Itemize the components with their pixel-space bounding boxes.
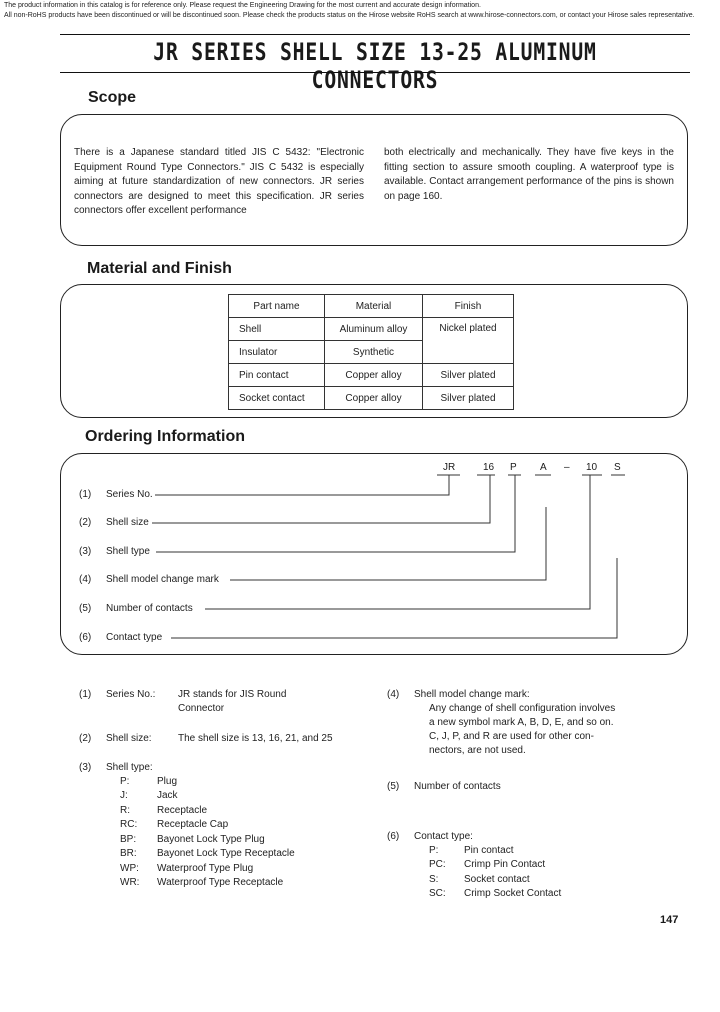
contact-type-desc: Socket contact (464, 874, 530, 885)
material-table (228, 294, 514, 410)
detail-change-mark-text: nectors, are not used. (429, 745, 526, 756)
table-cell: Silver plated (423, 364, 514, 387)
table-cell: Aluminum alloy (325, 318, 423, 341)
detail-contacts-label: Number of contacts (414, 781, 501, 792)
scope-text-col2: both electrically and mechanically. They have five keys in the fitting section to assure smooth coupling. A waterproof type is available. Contact arrangement performance of the pins is shown on page 160. (384, 147, 674, 202)
notice-line-1: The product information in this catalog is for reference only. Please request the Engineering Drawing for the most current and accurate design information. (4, 2, 481, 9)
table-cell: Socket contact (229, 387, 325, 410)
detail-shell-type-label: Shell type: (106, 762, 153, 773)
code-shell-type: P (510, 462, 517, 473)
shell-type-desc: Receptacle (157, 805, 208, 816)
detail-num: (1) (79, 689, 92, 700)
scope-text-col1: There is a Japanese standard titled JIS C 5432: "Electronic Equipment Round Type Connectors." JIS C 5432 is especially aiming at future standardization of new connectors. JR series connectors are designed to meet this specification. JR series connectors offer excellent performance (74, 147, 364, 216)
table-header: Part name (229, 295, 325, 318)
order-item-num: (2) (79, 517, 92, 528)
order-item-num: (1) (79, 489, 92, 500)
code-series: JR (443, 462, 456, 473)
table-row (229, 318, 514, 341)
page-number: 147 (660, 914, 679, 926)
table-header-row (229, 295, 514, 318)
detail-num: (3) (79, 762, 92, 773)
code-contact-type: S (614, 462, 621, 473)
shell-type-desc: Jack (157, 790, 178, 801)
shell-type-code: BR: (120, 848, 137, 859)
table-cell: Silver plated (423, 387, 514, 410)
title-rule-bottom (60, 72, 690, 73)
order-item-shell-size: Shell size (106, 517, 149, 528)
detail-contact-type-label: Contact type: (414, 831, 473, 842)
order-item-contacts: Number of contacts (106, 603, 193, 614)
table-header: Material (325, 295, 423, 318)
contact-type-desc: Crimp Pin Contact (464, 859, 546, 870)
contact-type-desc: Crimp Socket Contact (464, 888, 562, 899)
detail-shell-size-label: Shell size: (106, 733, 152, 744)
title-rule-top (60, 34, 690, 35)
table-cell: Insulator (229, 341, 325, 364)
contact-type-code: P: (429, 845, 439, 856)
detail-change-mark-text: Any change of shell configuration involves (429, 703, 616, 714)
table-row (229, 364, 514, 387)
detail-num: (6) (387, 831, 400, 842)
table-header: Finish (423, 295, 514, 318)
table-cell: Shell (229, 318, 325, 341)
shell-type-code: BP: (120, 834, 137, 845)
order-item-num: (6) (79, 632, 92, 643)
shell-type-code: R: (120, 805, 130, 816)
table-row (229, 387, 514, 410)
table-cell: Pin contact (229, 364, 325, 387)
code-dash: – (564, 462, 570, 473)
shell-type-code: J: (120, 790, 128, 801)
detail-change-mark-text: C, J, P, and R are used for other con- (429, 731, 594, 742)
ordering-box (60, 453, 688, 655)
contact-type-code: S: (429, 874, 439, 885)
detail-change-mark-label: Shell model change mark: (414, 689, 530, 700)
shell-type-desc: Plug (157, 776, 178, 787)
detail-series-text2: Connector (178, 703, 225, 714)
code-contacts: 10 (586, 462, 598, 473)
shell-type-desc: Receptacle Cap (157, 819, 229, 830)
table-cell: Synthetic (325, 341, 423, 364)
shell-type-code: WP: (120, 863, 139, 874)
detail-shell-size-text: The shell size is 13, 16, 21, and 25 (178, 733, 333, 744)
order-item-change-mark: Shell model change mark (106, 574, 219, 585)
contact-type-code: SC: (429, 888, 446, 899)
shell-type-desc: Bayonet Lock Type Receptacle (157, 848, 295, 859)
order-item-num: (3) (79, 546, 92, 557)
detail-num: (5) (387, 781, 400, 792)
detail-series-label: Series No.: (106, 689, 156, 700)
order-item-num: (5) (79, 603, 92, 614)
code-shell-size: 16 (483, 462, 495, 473)
ordering-heading: Ordering Information (85, 428, 245, 445)
code-change-mark: A (540, 462, 547, 473)
table-cell: Nickel plated (423, 318, 514, 364)
contact-type-code: PC: (429, 859, 446, 870)
table-cell: Copper alloy (325, 387, 423, 410)
material-heading: Material and Finish (87, 260, 232, 277)
order-item-contact-type: Contact type (106, 632, 163, 643)
order-item-series: Series No. (106, 489, 153, 500)
scope-heading: Scope (88, 89, 137, 106)
shell-type-desc: Bayonet Lock Type Plug (157, 834, 265, 845)
detail-series-text: JR stands for JIS Round (178, 689, 287, 700)
detail-num: (4) (387, 689, 400, 700)
notice-line-2: All non-RoHS products have been discontinued or will be discontinued soon. Please check the products status on the Hirose website RoHS search at www.hirose-connectors.com, or contact your Hirose sales representative. (4, 12, 695, 19)
contact-type-desc: Pin contact (464, 845, 514, 856)
table-cell: Copper alloy (325, 364, 423, 387)
shell-type-desc: Waterproof Type Plug (157, 863, 254, 874)
order-item-num: (4) (79, 574, 92, 585)
detail-num: (2) (79, 733, 92, 744)
shell-type-code: P: (120, 776, 130, 787)
page-title: JR SERIES SHELL SIZE 13-25 ALUMINUM CONNECTORS (153, 38, 597, 94)
detail-change-mark-text: a new symbol mark A, B, D, E, and so on. (429, 717, 614, 728)
shell-type-desc: Waterproof Type Receptacle (157, 877, 284, 888)
shell-type-code: WR: (120, 877, 140, 888)
shell-type-code: RC: (120, 819, 138, 830)
order-item-shell-type: Shell type (106, 546, 150, 557)
